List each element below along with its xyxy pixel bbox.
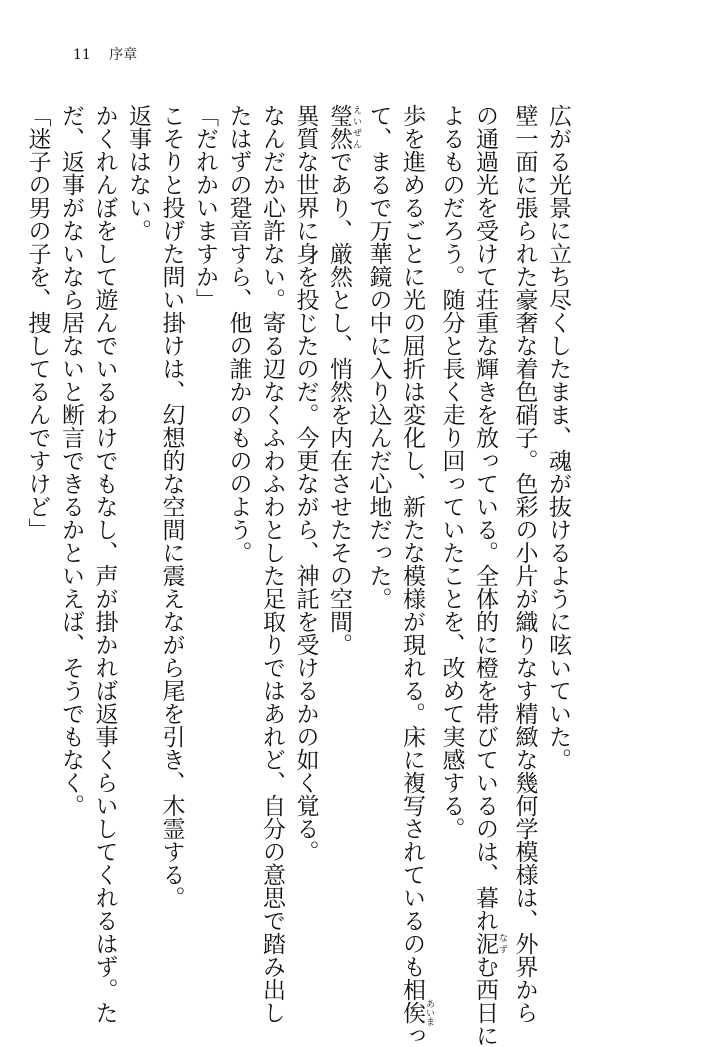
text-column-6: て、まるで万華鏡の中に入り込んだ心地だった。: [365, 104, 392, 610]
text-column-2: 壁一面に張られた豪奢な着色硝子。色彩の小片が織りなす精緻な幾何学模様は、外界から: [511, 104, 538, 1024]
text-segment: 歩を進めるごとに光の屈折は変化し、新たな模様が現れる。床に複写されているのも相: [399, 104, 425, 1001]
chapter-title: 序章: [109, 47, 138, 63]
text-column-14: かくれんぼをして遊んでいるわけでもなし、声が掛かれば返事くらいしてくれるはず。た: [91, 104, 118, 1024]
ruby-annotation: [399, 999, 434, 1026]
ruby-reading: なず: [497, 932, 507, 955]
page-number: 11: [73, 47, 91, 63]
text-column-9: なんだか心許ない。寄る辺なくふわふわとした足取りではあれど、自分の意思で踏み出し: [259, 104, 285, 1024]
ruby-reading: あいま: [424, 999, 434, 1026]
text-column-3: [468, 104, 508, 1047]
ruby-base: 泥: [472, 932, 498, 955]
ruby-base: 瑩然: [326, 104, 352, 150]
ruby-base: 俟: [399, 999, 425, 1026]
text-column-13: 返事はない。: [125, 104, 151, 242]
text-column-15: だ、返事がないなら居ないと断言できるかといえば、そうでもなく。: [58, 104, 84, 817]
ruby-annotation: [472, 932, 507, 955]
body-text: [20, 104, 574, 1047]
text-column-16: 「迷子の男の子を、捜してるんですけど」: [24, 104, 51, 541]
text-column-5: [395, 104, 435, 1047]
text-segment: む西日に: [472, 955, 498, 1047]
text-segment: であり、厳然とし、悄然を内在させたその空間。: [326, 150, 352, 656]
ruby-annotation: [326, 104, 361, 150]
text-column-11: 「だれかいますか」: [192, 104, 218, 311]
text-column-8: 異質な世界に身を投じたのだ。今更ながら、神託を受けるかの如く覚る。: [292, 104, 319, 863]
text-column-7: [322, 104, 362, 974]
ruby-reading: えいぜん: [351, 104, 361, 150]
text-segment: の通過光を受けて荘重な輝きを放っている。全体的に橙を帯びているのは、暮れ: [472, 104, 498, 932]
page-header: [73, 44, 137, 64]
text-column-12: こそりと投げた問い掛けは、幻想的な空間に震えながら尾を引き、木霊する。: [158, 104, 185, 909]
text-segment: っ: [399, 1024, 425, 1047]
text-column-10: たはずの跫音すら、他の誰かのもののよう。: [225, 104, 252, 564]
text-column-4: よるものだろう。随分と長く走り回っていたことを、改めて実感する。: [438, 104, 465, 840]
text-column-1: 広がる光景に立ち尽くしたまま、魂が抜けるように呟いていた。: [545, 104, 571, 771]
